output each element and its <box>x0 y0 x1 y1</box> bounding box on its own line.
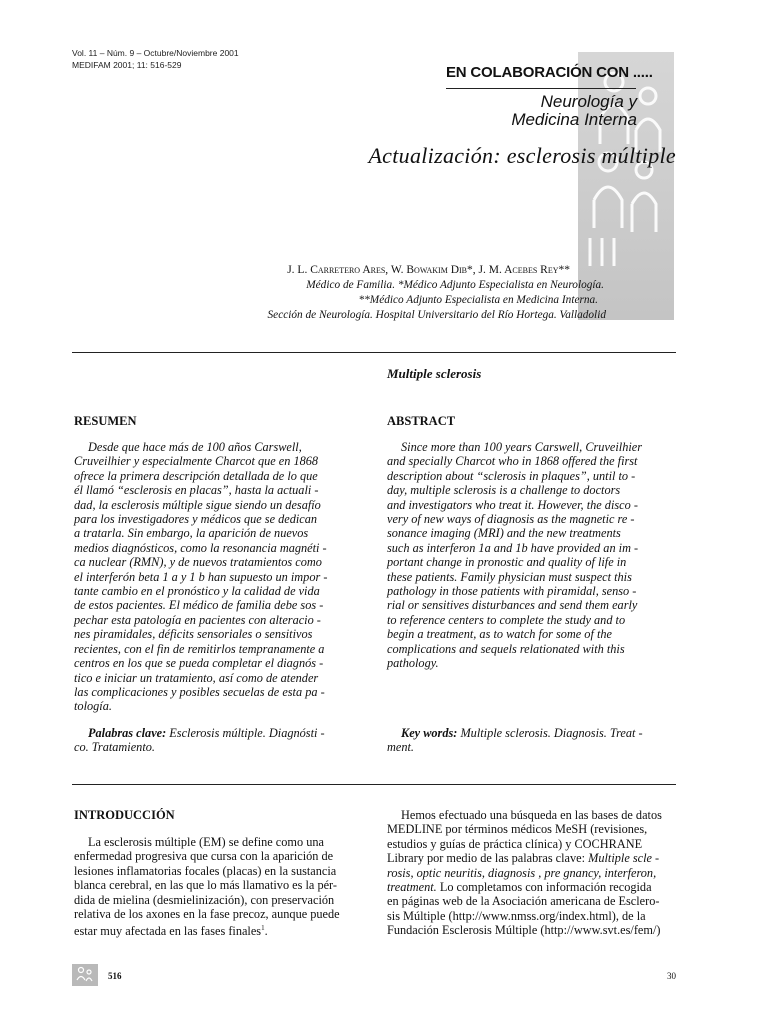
abstract-line: day, multiple sclerosis is a challenge to doctors <box>387 483 621 498</box>
body-line: Lo completamos con información recogida <box>436 880 652 895</box>
body-line: en páginas web de la Asociación americana de Esclero- <box>387 894 660 909</box>
section-divider <box>446 88 636 89</box>
authors: J. L. Carretero Ares, W. Bowakim Dib*, J. M. Acebes Rey** <box>287 264 570 276</box>
resumen-line: las complicaciones y posibles secuelas de esta pa - <box>74 684 325 699</box>
abstract-body <box>387 440 676 671</box>
resumen-line: dad, la esclerosis múltiple sigue siendo un desafío <box>74 497 321 512</box>
affiliation-2: **Médico Adjunto Especialista en Medicina Interna. <box>358 294 598 306</box>
body-line: Fundación Esclerosis Múltiple (http://www.svt.es/fem/) <box>387 923 661 938</box>
keywords-label: Key words: <box>401 726 458 740</box>
specialty-line-1: Neurología y <box>540 92 637 111</box>
resumen-line: nes piramidales, déficits sensoriales o sensitivos <box>74 627 313 642</box>
abstract-line: description about “sclerosis in plaques”, until to - <box>387 468 636 483</box>
abstract-line: rial or sensitives disturbances and send them early <box>387 598 638 613</box>
intro-line: lesiones inflamatorias focales (placas) en la sustancia <box>74 863 337 878</box>
abstract-line: and specially Charcot who in 1868 offered the first <box>387 454 638 469</box>
intro-end: . <box>264 924 268 939</box>
resumen-line: tología. <box>74 699 112 714</box>
resumen-line: para los investigadores y médicos que se dedican <box>74 512 318 527</box>
body-line: estudios y guías de práctica clínica) y COCHRANE <box>387 836 643 851</box>
keywords-text: Esclerosis múltiple. Diagnósti - <box>169 726 325 740</box>
body-line-italic: Multiple scle - <box>588 851 660 866</box>
page-right-number: 30 <box>667 971 676 981</box>
keywords-label: Palabras clave: <box>88 726 167 740</box>
introduccion-heading: INTRODUCCIÓN <box>74 808 175 822</box>
intro-line: enfermedad progresiva que cursa con la aparición de <box>74 849 334 864</box>
resumen-line: Cruveilhier y especialmente Charcot que en 1868 <box>74 454 319 469</box>
affiliation-3: Sección de Neurología. Hospital Universitario del Río Hortega. Valladolid <box>267 309 606 321</box>
english-title: Multiple sclerosis <box>387 366 482 381</box>
journal-citation-line: MEDIFAM 2001; 11: 516-529 <box>72 60 182 70</box>
page-number: 516 <box>108 971 122 981</box>
abstract-keywords <box>387 726 676 755</box>
resumen-line: él llamó “esclerosis en placas”, hasta la actuali - <box>74 483 319 498</box>
right-body <box>387 808 676 938</box>
keywords-text: ment. <box>387 740 414 755</box>
section-label: EN COLABORACIÓN CON ..... <box>446 64 653 81</box>
resumen-heading: RESUMEN <box>74 414 137 428</box>
resumen-line: recientes, con el fin de remitirlos tempranamente a <box>74 641 325 656</box>
abstract-line: pathology. <box>387 656 439 671</box>
abstract-line: portant change in pronostic and quality of life in <box>387 555 627 570</box>
intro-line: blanca cerebral, en las que lo más llamativo es la pér- <box>74 878 337 893</box>
resumen-line: de estos pacientes. El médico de familia debe sos - <box>74 598 324 613</box>
abstract-line: sonance imaging (MRI) and the new treatments <box>387 526 621 541</box>
abstract-line: to reference centers to complete the study and to <box>387 612 626 627</box>
body-line-italic: treatment. <box>387 880 437 895</box>
resumen-line: tico e iniciar un tratamiento, así como de atender <box>74 670 319 685</box>
body-line: Library por medio de las palabras clave: <box>387 851 589 866</box>
specialty-line-2: Medicina Interna <box>511 110 637 129</box>
abstract-line: pathology in those patients with piramidal, senso - <box>387 584 637 599</box>
body-line: MEDLINE por términos médicos MeSH (revisiones, <box>387 822 648 837</box>
affiliation-1: Médico de Familia. *Médico Adjunto Especialista en Neurología. <box>306 279 604 291</box>
intro-line: dida de mielina (desmielinización), con preservación <box>74 892 335 907</box>
resumen-line: pechar esta patología en pacientes con alteracio - <box>74 612 321 627</box>
footer-logo <box>72 964 98 986</box>
journal-issue-line: Vol. 11 – Núm. 9 – Octubre/Noviembre 2001 <box>72 48 239 58</box>
resumen-line: a tratarla. Sin embargo, la aparición de nuevos <box>74 526 309 541</box>
resumen-line: medios diagnósticos, como la resonancia magnéti - <box>74 540 327 555</box>
resumen-keywords <box>74 726 364 755</box>
resumen-line: centros en los que se pueda completar el diagnós - <box>74 656 324 671</box>
body-line-italic: rosis, optic neuritis, diagnosis , pre gnancy, interferon, <box>387 865 657 880</box>
intro-line: relativa de los axones en la fase precoz, aunque puede <box>74 907 340 922</box>
resumen-line: tante cambio en el pronóstico y la calidad de vida <box>74 584 320 599</box>
footnote-mark: 1 <box>261 924 265 933</box>
abstract-heading: ABSTRACT <box>387 414 456 428</box>
abstract-rule <box>72 784 676 785</box>
abstract-line: Since more than 100 years Carswell, Cruveilhier <box>401 440 643 454</box>
abstract-line: and investigators who treat it. However, the disco - <box>387 497 638 512</box>
resumen-line: ca nuclear (RMN), y de nuevos tratamientos como <box>74 555 322 570</box>
keywords-text: Multiple sclerosis. Diagnosis. Treat - <box>460 726 643 740</box>
keywords-text: co. Tratamiento. <box>74 740 155 755</box>
abstract-line: complications and sequels relationated with this <box>387 641 625 656</box>
abstract-line: such as interferon 1a and 1b have provided an im - <box>387 540 639 555</box>
introduccion-body <box>74 835 364 939</box>
body-line: Hemos efectuado una búsqueda en las bases de datos <box>401 808 662 822</box>
journal-logo-icon <box>72 964 98 986</box>
intro-line: estar muy afectada en las fases finales <box>74 924 262 939</box>
resumen-line: ofrece la primera descripción detallada de lo que <box>74 468 318 483</box>
body-line: sis Múltiple (http://www.nmss.org/index.html), de la <box>387 908 646 923</box>
resumen-line: Desde que hace más de 100 años Carswell, <box>88 440 302 454</box>
header-rule <box>72 352 676 353</box>
resumen-line: el interferón beta 1 a y 1 b han supuesto un impor - <box>74 569 328 584</box>
intro-line: La esclerosis múltiple (EM) se define como una <box>88 835 324 849</box>
resumen-body <box>74 440 364 714</box>
abstract-line: these patients. Family physician must suspect this <box>387 569 632 584</box>
abstract-line: begin a treatment, as to watch for some of the <box>387 627 612 642</box>
abstract-line: very of new ways of diagnosis as the magnetic re - <box>387 512 635 527</box>
article-title: Actualización: esclerosis múltiple <box>368 143 676 168</box>
